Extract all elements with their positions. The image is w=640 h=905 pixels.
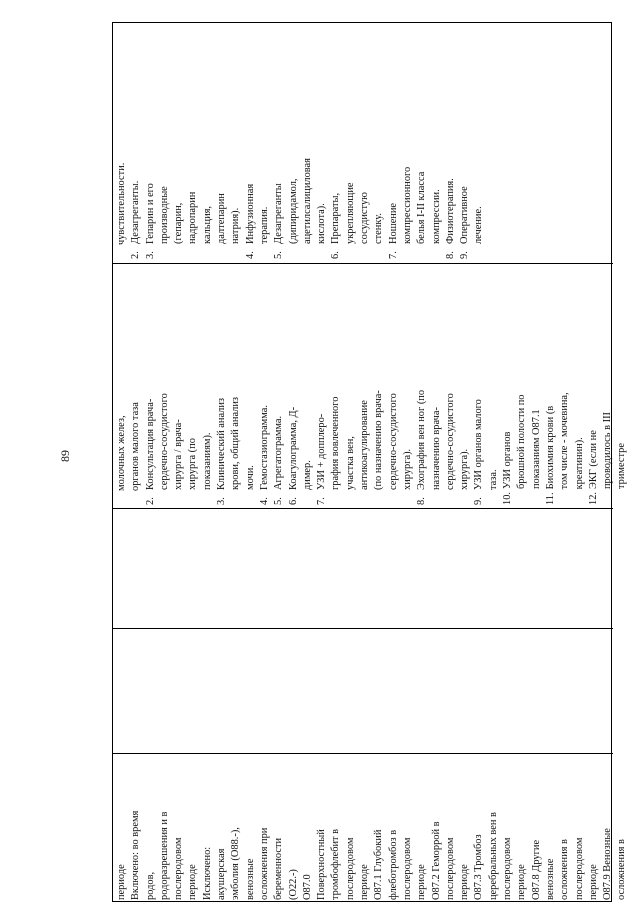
list-item-text: Гепарин и его производные (гепарин, надропарин кальция, далтепарин натрия).	[144, 183, 242, 244]
list-item	[587, 343, 630, 505]
list-item	[544, 343, 587, 505]
list-item-text: Ношение компрессионного белья I-II класса компрессии.	[387, 166, 442, 244]
list-item-text: Консультация врача- сердечно-сосудистого хирурга / врача- хирурга (по показаниям).	[144, 393, 213, 490]
diagnosis-cell-text: периоде Включено: во время родов, родоразрешения и в послеродовом периоде Исключено: акушерская эмболия (O88.-), венозные осложнения при беременности (O22.-) O87.0 Поверхностный тромбофлебит в послеродовом периоде O87.1 Глубокий флеботромбоз в послеродовом периоде O87.2 Геморрой в послеродовом периоде O87.3 Тромбоз церебральных вен в послеродовом периоде O87.8 Другие венозные осложнения в послеродовом периоде O87.9 Венозные осложнения в	[116, 810, 628, 900]
list-item-text: УЗИ органов малого таза.	[473, 399, 499, 490]
table-body	[113, 23, 628, 903]
list-item	[258, 343, 272, 505]
table-column-empty-1	[113, 628, 613, 753]
list-item-number: 6.	[287, 497, 299, 505]
list-item-number: 11.	[544, 492, 556, 505]
list-item-text: Дезагреганты.	[130, 180, 142, 244]
list-item	[287, 343, 316, 505]
list-item	[329, 161, 386, 259]
list-item-text: ЭКГ (если не проводилось в III триместре	[587, 411, 628, 489]
list-item-number: 4.	[258, 497, 270, 505]
list-item	[129, 161, 143, 259]
list-item	[272, 343, 286, 505]
list-item-number: 8.	[444, 251, 456, 259]
list-item-text: УЗИ органов брюшной полости по показаниям O87.1	[502, 394, 542, 489]
list-item-text: Оперативное лечение.	[459, 186, 485, 244]
table-column-empty-2	[113, 508, 613, 628]
list-item	[501, 343, 544, 505]
list-item	[144, 161, 244, 259]
list-item-number: 8.	[416, 497, 428, 505]
list-item-number: 2.	[144, 497, 156, 505]
list-item	[387, 161, 444, 259]
list-item	[444, 161, 458, 259]
list-item-number: 5.	[273, 497, 285, 505]
list-item	[244, 161, 273, 259]
list-item-number: 7.	[387, 251, 399, 259]
list-item-number: 6.	[330, 251, 342, 259]
examinations-list	[115, 343, 630, 505]
list-item-text: Биохимия крови (в том числе - мочевина, креатинин).	[544, 392, 585, 490]
list-item	[215, 343, 258, 505]
list-item-number: 7.	[316, 497, 328, 505]
list-item	[458, 161, 487, 259]
list-item	[472, 343, 501, 505]
list-item-number: 3.	[216, 497, 228, 505]
list-item-text: УЗИ + допплеро- графия вовлеченного участка вен, антикоагулирование (по назначению врача- сердечно-сосудистого хирурга).	[316, 390, 413, 490]
list-item-text: Препараты, укрепляющие сосудистую стенку.	[330, 182, 385, 244]
list-item-text: Инфузионная терапия.	[244, 183, 270, 244]
rotated-table	[112, 22, 628, 902]
table-column-treatment	[113, 23, 613, 263]
list-item-text: Агрегатограмма.	[273, 415, 285, 490]
treatment-lead-text: чувствительности.	[116, 162, 127, 245]
page-number: 89	[58, 450, 72, 462]
list-item-number: 4.	[244, 251, 256, 259]
list-item-number: 3.	[144, 251, 156, 259]
list-item-number: 9.	[459, 251, 471, 259]
list-item	[144, 343, 215, 505]
list-item	[415, 343, 472, 505]
list-item-number: 2.	[130, 251, 142, 259]
list-item-number: 10.	[502, 492, 514, 505]
list-item-text: Эхография вен ног (по назначению врача- сердечно-сосудистого хирурга).	[416, 389, 471, 490]
list-item-number: 5.	[273, 251, 285, 259]
list-item	[272, 158, 329, 259]
treatment-list	[115, 158, 487, 259]
list-item-text: Дезагреганты (дипиридамол, ацетилсалициловая кислота).	[273, 158, 328, 244]
list-item-number: 9.	[473, 497, 485, 505]
table-column-examinations	[113, 263, 628, 508]
list-item-number: 12.	[587, 492, 599, 505]
list-item-text: Клинический анализ крови, общий анализ мочи.	[216, 396, 256, 490]
list-item-text: Физиотерапия.	[444, 178, 456, 244]
list-item-text: Гемостазиограмма.	[258, 405, 270, 490]
examinations-lead-text: молочных желез, органов малого таза	[116, 402, 142, 491]
list-item	[315, 343, 415, 505]
list-item-text: Коагулограмма, Д- димер.	[287, 406, 313, 490]
table-column-diagnosis	[113, 753, 628, 903]
